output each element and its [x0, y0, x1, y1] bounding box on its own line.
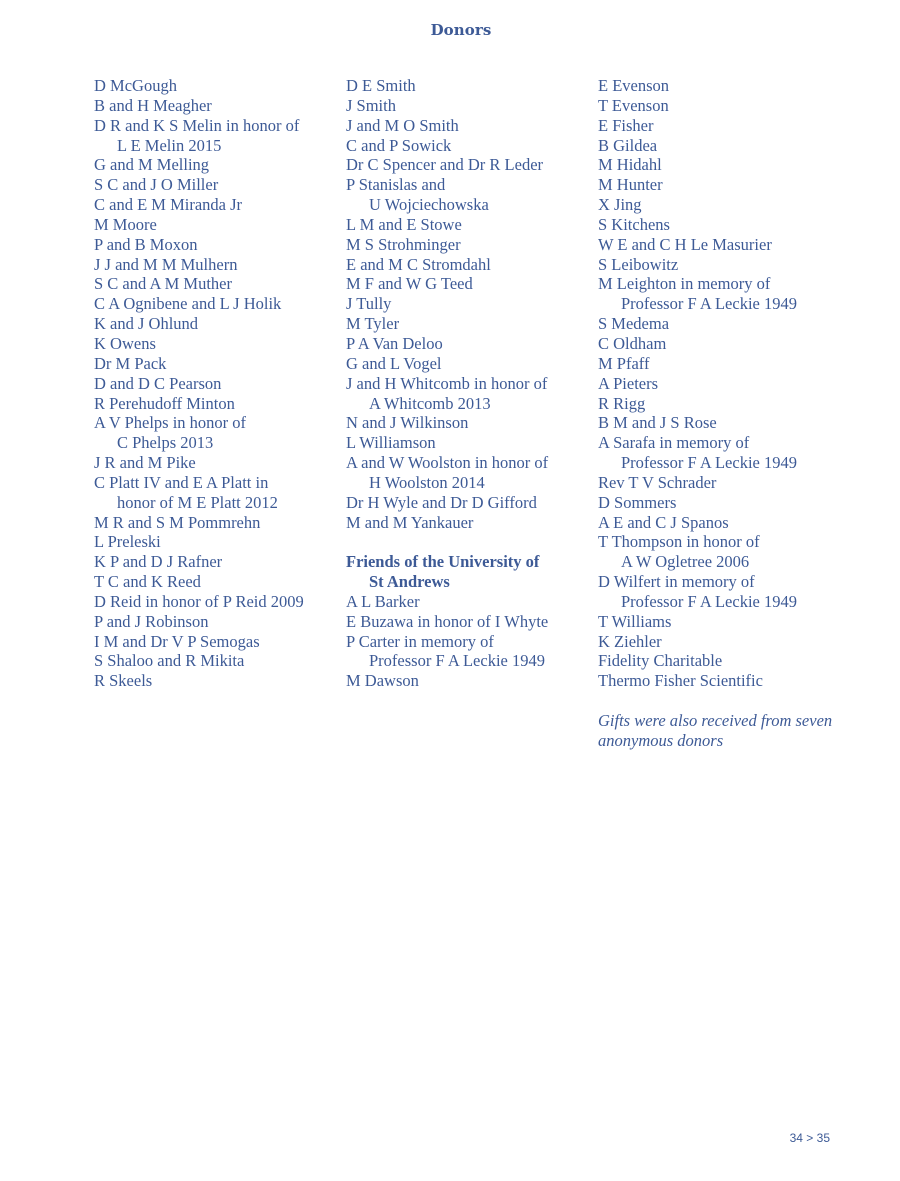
donor-entry	[94, 354, 334, 374]
donor-name: T Williams	[598, 611, 672, 631]
donor-entry	[346, 374, 586, 414]
donor-name: A and W Woolston in honor of	[346, 453, 549, 473]
donor-name: P and B Moxon	[94, 234, 198, 254]
donor-name: Fidelity Charitable	[598, 651, 723, 671]
donor-entry	[346, 175, 586, 215]
donor-name: S Shaloo and R Mikita	[94, 651, 245, 671]
donor-entry	[94, 473, 334, 513]
donor-name: D E Smith	[346, 76, 416, 95]
donor-name: P A Van Deloo	[346, 333, 443, 353]
donor-entry	[598, 76, 838, 96]
donor-entry	[346, 155, 586, 175]
donor-name: Rev T V Schrader	[598, 472, 717, 492]
donor-name: M and M Yankauer	[346, 512, 474, 532]
donor-entry	[598, 274, 838, 314]
donor-name: C and P Sowick	[346, 135, 452, 155]
donor-entry	[94, 374, 334, 394]
donor-name: A L Barker	[346, 591, 420, 611]
donor-entry	[94, 215, 334, 235]
donor-name: J and M O Smith	[346, 115, 459, 135]
donor-name: S C and A M Muther	[94, 274, 232, 294]
donor-name: B M and J S Rose	[598, 413, 717, 433]
donor-name: C and E M Miranda Jr	[94, 195, 243, 215]
donor-name: T Evenson	[598, 95, 669, 115]
donor-name-continuation: Professor F A Leckie 1949	[621, 294, 797, 314]
donor-name-continuation: Professor F A Leckie 1949	[369, 651, 545, 671]
donor-entry	[598, 116, 838, 136]
donor-entry	[94, 592, 334, 612]
donor-name: Friends of the University of	[346, 552, 540, 572]
donor-name-continuation: U Wojciechowska	[369, 195, 489, 215]
donor-name: S Leibowitz	[598, 254, 679, 274]
donor-name: R Perehudoff Minton	[94, 393, 235, 413]
donor-entry	[346, 314, 586, 334]
donor-name: C Platt IV and E A Platt in	[94, 472, 269, 492]
donor-name: W E and C H Le Masurier	[598, 234, 772, 254]
donor-entry	[346, 215, 586, 235]
donor-name: I M and Dr V P Semogas	[94, 631, 260, 651]
donor-name: J Tully	[346, 294, 392, 314]
donor-entry	[94, 632, 334, 652]
donor-name: K and J Ohlund	[94, 314, 199, 334]
donor-entry	[598, 433, 838, 473]
donor-entry	[346, 592, 586, 612]
donor-entry	[598, 612, 838, 632]
donor-name-continuation: A Whitcomb 2013	[369, 393, 491, 413]
donor-name: L M and E Stowe	[346, 214, 462, 234]
donor-name: M F and W G Teed	[346, 274, 473, 294]
donor-entry	[346, 493, 586, 513]
donor-name: G and L Vogel	[346, 353, 442, 373]
donor-name: X Jing	[598, 195, 642, 215]
donor-name: G and M Melling	[94, 155, 210, 175]
donor-column-3	[598, 76, 838, 751]
donor-entry	[346, 76, 586, 96]
donor-name: M Hunter	[598, 175, 663, 195]
donor-entry	[598, 255, 838, 275]
donor-entry	[94, 552, 334, 572]
donor-entry	[346, 612, 586, 632]
donor-entry	[346, 235, 586, 255]
donor-entry	[598, 413, 838, 433]
donor-name: P and J Robinson	[94, 611, 209, 631]
donor-name: J Smith	[346, 95, 396, 115]
donor-name-continuation: St Andrews	[369, 572, 450, 592]
donor-name: P Stanislas and	[346, 175, 446, 195]
donor-entry	[598, 96, 838, 116]
donor-name-continuation: Professor F A Leckie 1949	[621, 453, 797, 473]
donor-entry	[346, 513, 586, 533]
donor-entry	[346, 116, 586, 136]
donor-entry	[598, 532, 838, 572]
donor-name: Thermo Fisher Scientific	[598, 671, 763, 691]
donor-name: N and J Wilkinson	[346, 413, 469, 433]
donor-entry	[94, 413, 334, 453]
donor-entry	[346, 334, 586, 354]
donor-name: K Ziehler	[598, 631, 662, 651]
donor-entry	[94, 671, 334, 691]
donor-entry	[346, 274, 586, 294]
donor-column-1	[94, 76, 334, 691]
donor-entry	[346, 96, 586, 116]
donor-name-continuation: H Woolston 2014	[369, 472, 485, 492]
donor-name: J J and M M Mulhern	[94, 254, 238, 274]
donor-name: J and H Whitcomb in honor of	[346, 373, 548, 393]
donor-name: Dr C Spencer and Dr R Leder	[346, 155, 544, 175]
donor-entry	[346, 354, 586, 374]
donor-name: Dr M Pack	[94, 353, 167, 373]
donor-name: T Thompson in honor of	[598, 532, 760, 552]
donor-entry	[94, 314, 334, 334]
donor-name: T C and K Reed	[94, 572, 201, 592]
donor-name: S C and J O Miller	[94, 175, 219, 195]
donor-name: D McGough	[94, 76, 177, 95]
donor-entry	[94, 255, 334, 275]
donor-name: M S Strohminger	[346, 234, 461, 254]
donor-name: B Gildea	[598, 135, 658, 155]
donor-name: A V Phelps in honor of	[94, 413, 247, 433]
donor-name: S Medema	[598, 314, 670, 334]
donor-name: A E and C J Spanos	[598, 512, 729, 532]
donor-entry	[346, 413, 586, 433]
donor-entry	[346, 453, 586, 493]
donor-name-continuation: honor of M E Platt 2012	[117, 492, 278, 512]
donor-entry	[598, 195, 838, 215]
donor-entry	[94, 195, 334, 215]
donor-entry	[94, 76, 334, 96]
donor-entry	[346, 671, 586, 691]
page-title: Donors	[430, 21, 492, 39]
donor-entry	[94, 96, 334, 116]
donor-name: M Hidahl	[598, 155, 662, 175]
donor-entry	[94, 572, 334, 592]
donor-name: M Moore	[94, 214, 157, 234]
donor-entry	[598, 155, 838, 175]
donor-name: D Wilfert in memory of	[598, 572, 755, 592]
donor-entry	[94, 294, 334, 314]
donor-entry	[598, 394, 838, 414]
page-number: 34 > 35	[789, 1131, 830, 1145]
donor-name: R Rigg	[598, 393, 646, 413]
donor-name-continuation: Professor F A Leckie 1949	[621, 591, 797, 611]
donor-entry	[598, 374, 838, 394]
donor-name: M Dawson	[346, 671, 419, 691]
donor-name: M Leighton in memory of	[598, 274, 771, 294]
donor-entry	[94, 334, 334, 354]
donor-entry	[94, 274, 334, 294]
note-spacer	[598, 691, 838, 711]
donor-name: M Pfaff	[598, 353, 650, 373]
donor-entry	[598, 651, 838, 671]
donor-name: D and D C Pearson	[94, 373, 222, 393]
donor-name: D R and K S Melin in honor of	[94, 115, 300, 135]
donor-name: E Fisher	[598, 115, 654, 135]
donor-name: B and H Meagher	[94, 95, 212, 115]
donor-entry	[94, 453, 334, 473]
note-line: Gifts were also received from seven	[598, 711, 833, 730]
donor-entry	[94, 116, 334, 156]
donor-name: E Evenson	[598, 76, 670, 95]
donor-entry	[598, 215, 838, 235]
donor-entry	[598, 671, 838, 691]
donor-name: L Preleski	[94, 532, 161, 552]
section-spacer	[346, 532, 586, 552]
donor-entry	[346, 255, 586, 275]
donor-name: M Tyler	[346, 314, 400, 334]
donor-name-continuation: L E Melin 2015	[117, 135, 222, 155]
donor-entry	[94, 175, 334, 195]
donor-entry	[346, 433, 586, 453]
donor-name: E and M C Stromdahl	[346, 254, 491, 274]
note-line: anonymous donors	[598, 730, 724, 750]
donor-entry	[598, 513, 838, 533]
donor-name: Dr H Wyle and Dr D Gifford	[346, 492, 537, 512]
donor-entry	[598, 572, 838, 612]
donor-name: K Owens	[94, 333, 156, 353]
section-heading	[346, 552, 586, 592]
donor-name: S Kitchens	[598, 214, 670, 234]
donor-name: C Oldham	[598, 333, 667, 353]
donor-name-continuation: A W Ogletree 2006	[621, 552, 750, 572]
anonymous-donors-note	[598, 711, 838, 751]
donor-entry	[598, 136, 838, 156]
donor-entry	[94, 155, 334, 175]
donor-name: A Pieters	[598, 373, 659, 393]
donor-entry	[346, 632, 586, 672]
donor-entry	[94, 612, 334, 632]
donor-entry	[598, 354, 838, 374]
donor-entry	[94, 394, 334, 414]
donor-entry	[598, 473, 838, 493]
donor-entry	[598, 493, 838, 513]
donor-entry	[598, 175, 838, 195]
donor-name: D Reid in honor of P Reid 2009	[94, 591, 304, 611]
donor-name: J R and M Pike	[94, 453, 196, 473]
donor-name: D Sommers	[598, 492, 677, 512]
donor-name: L Williamson	[346, 433, 436, 453]
donor-name: A Sarafa in memory of	[598, 433, 750, 453]
donor-entry	[598, 235, 838, 255]
donor-name: K P and D J Rafner	[94, 552, 223, 572]
donor-entry	[346, 294, 586, 314]
donor-entry	[598, 334, 838, 354]
donor-name: M R and S M Pommrehn	[94, 512, 261, 532]
donor-entry	[598, 632, 838, 652]
donor-name: C A Ognibene and L J Holik	[94, 294, 282, 314]
donor-entry	[598, 314, 838, 334]
donor-entry	[94, 513, 334, 533]
donor-entry	[346, 136, 586, 156]
donor-entry	[94, 651, 334, 671]
donor-name: E Buzawa in honor of I Whyte	[346, 611, 549, 631]
donor-column-2	[346, 76, 586, 691]
donor-name: R Skeels	[94, 671, 153, 691]
donor-entry	[94, 532, 334, 552]
donor-name: P Carter in memory of	[346, 631, 494, 651]
donor-name-continuation: C Phelps 2013	[117, 433, 214, 453]
donor-entry	[94, 235, 334, 255]
